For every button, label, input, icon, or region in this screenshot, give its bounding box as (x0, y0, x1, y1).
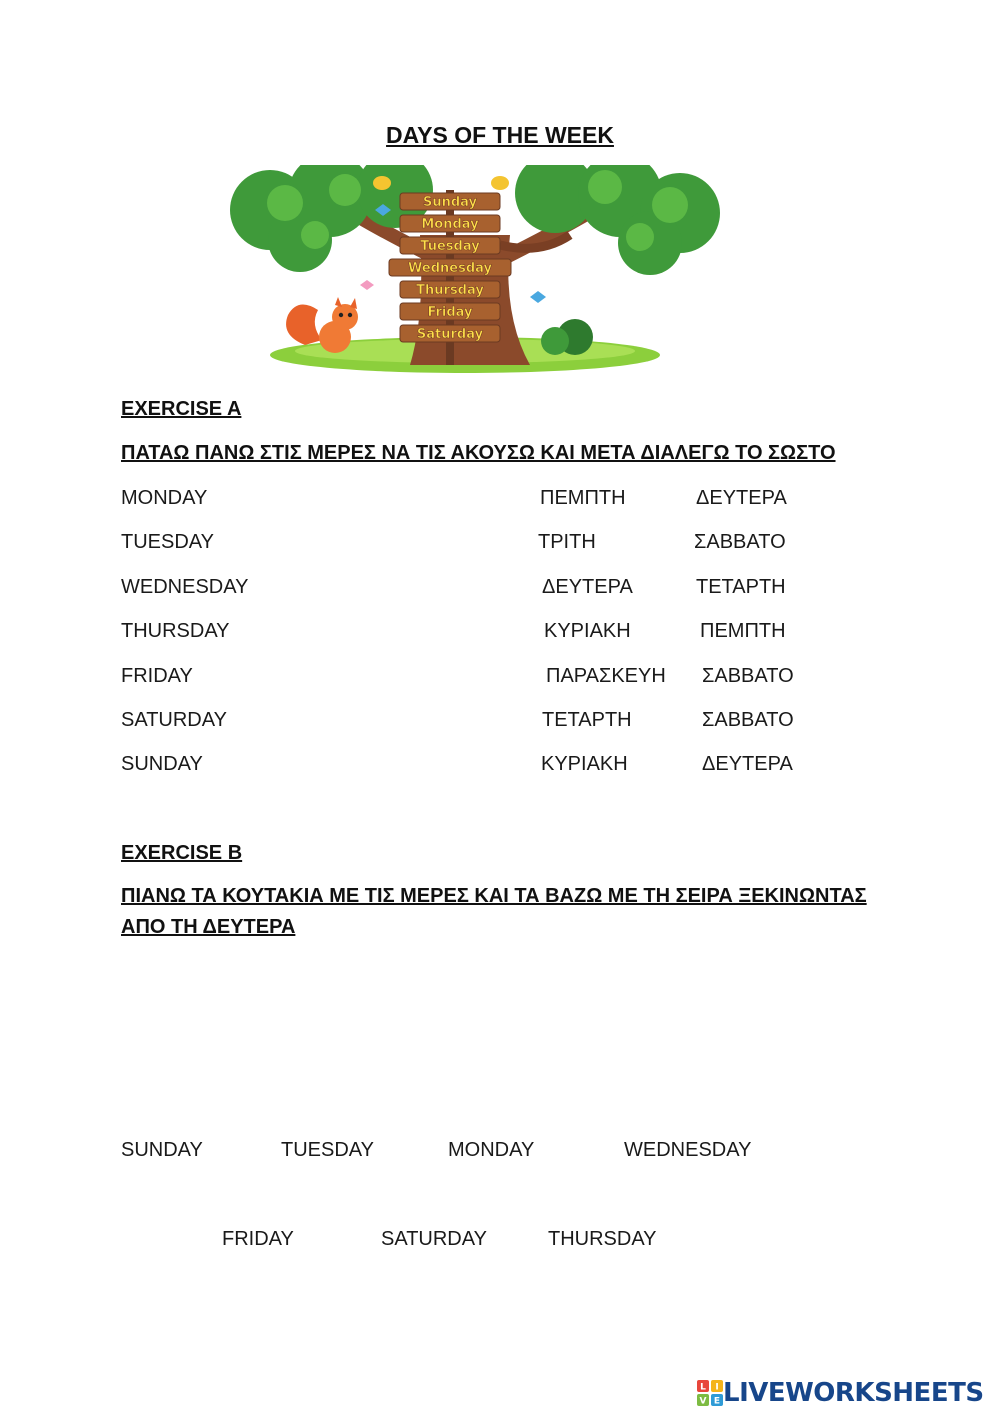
sign-label-sunday: Sunday (422, 195, 478, 210)
liveworksheets-logo (697, 1376, 984, 1410)
svg-text:V: V (699, 1396, 707, 1406)
day-label-monday[interactable]: MONDAY (121, 487, 208, 509)
exercise-a-heading: EXERCISE A (121, 398, 242, 420)
option-saturday-1[interactable]: ΤΕΤΑΡΤΗ (542, 709, 632, 731)
drag-box-thursday[interactable]: THURSDAY (548, 1228, 657, 1250)
squirrel-icon (286, 297, 358, 353)
option-tuesday-1[interactable]: ΤΡΙΤΗ (538, 531, 596, 553)
option-friday-1[interactable]: ΠΑΡΑΣΚΕΥΗ (546, 665, 666, 687)
option-monday-2[interactable]: ΔΕΥΤΕΡΑ (696, 487, 787, 509)
sign-label-saturday: Saturday (416, 327, 484, 342)
sign-label-tuesday: Tuesday (420, 239, 480, 254)
option-wednesday-1[interactable]: ΔΕΥΤΕΡΑ (542, 576, 633, 598)
option-thursday-2[interactable]: ΠΕΜΠΤΗ (700, 620, 786, 642)
exercise-a-instruction: ΠΑΤΑΩ ΠΑΝΩ ΣΤΙΣ ΜΕΡΕΣ ΝΑ ΤΙΣ ΑΚΟΥΣΩ ΚΑΙ ΜΕΤΑ ΔΙΑΛΕΓΩ ΤΟ ΣΩΣΤΟ (121, 442, 836, 464)
svg-text:E: E (713, 1396, 721, 1406)
days-tree-illustration (210, 165, 740, 380)
exercise-b-heading: EXERCISE B (121, 842, 243, 864)
day-label-sunday[interactable]: SUNDAY (121, 753, 203, 775)
page-title: DAYS OF THE WEEK (386, 122, 614, 148)
svg-text:I: I (715, 1382, 719, 1393)
exercise-b-instruction-line1: ΠΙΑΝΩ ΤΑ ΚΟΥΤΑΚΙΑ ΜΕ ΤΙΣ ΜΕΡΕΣ ΚΑΙ ΤΑ ΒΑΖΩ ΜΕ ΤΗ ΣΕΙΡΑ ΞΕΚΙΝΩΝΤΑΣ (121, 885, 867, 907)
day-label-wednesday[interactable]: WEDNESDAY (121, 576, 249, 598)
sign-label-thursday: Thursday (416, 283, 484, 298)
option-sunday-1[interactable]: ΚΥΡΙΑΚΗ (541, 753, 628, 775)
option-thursday-1[interactable]: ΚΥΡΙΑΚΗ (544, 620, 631, 642)
liveworksheets-logo-text: LIVEWORKSHEETS (723, 1378, 984, 1408)
sign-label-friday: Friday (427, 305, 473, 320)
drag-box-sunday[interactable]: SUNDAY (121, 1139, 203, 1161)
sign-label-monday: Monday (421, 217, 479, 232)
day-label-friday[interactable]: FRIDAY (121, 665, 193, 687)
liveworksheets-logo-icon (697, 1380, 723, 1406)
option-friday-2[interactable]: ΣΑΒΒΑΤΟ (702, 665, 794, 687)
day-label-tuesday[interactable]: TUESDAY (121, 531, 214, 553)
drag-box-monday[interactable]: MONDAY (448, 1139, 535, 1161)
day-label-thursday[interactable]: THURSDAY (121, 620, 230, 642)
sign-label-wednesday: Wednesday (408, 261, 492, 276)
svg-text:L: L (700, 1382, 706, 1393)
drag-box-tuesday[interactable]: TUESDAY (281, 1139, 374, 1161)
exercise-b-instruction-line2: ΑΠΟ ΤΗ ΔΕΥΤΕΡΑ (121, 916, 296, 938)
option-saturday-2[interactable]: ΣΑΒΒΑΤΟ (702, 709, 794, 731)
option-sunday-2[interactable]: ΔΕΥΤΕΡΑ (702, 753, 793, 775)
day-label-saturday[interactable]: SATURDAY (121, 709, 227, 731)
option-wednesday-2[interactable]: ΤΕΤΑΡΤΗ (696, 576, 786, 598)
option-monday-1[interactable]: ΠΕΜΠΤΗ (540, 487, 626, 509)
drag-box-saturday[interactable]: SATURDAY (381, 1228, 487, 1250)
drag-box-friday[interactable]: FRIDAY (222, 1228, 294, 1250)
option-tuesday-2[interactable]: ΣΑΒΒΑΤΟ (694, 531, 786, 553)
drag-box-wednesday[interactable]: WEDNESDAY (624, 1139, 752, 1161)
